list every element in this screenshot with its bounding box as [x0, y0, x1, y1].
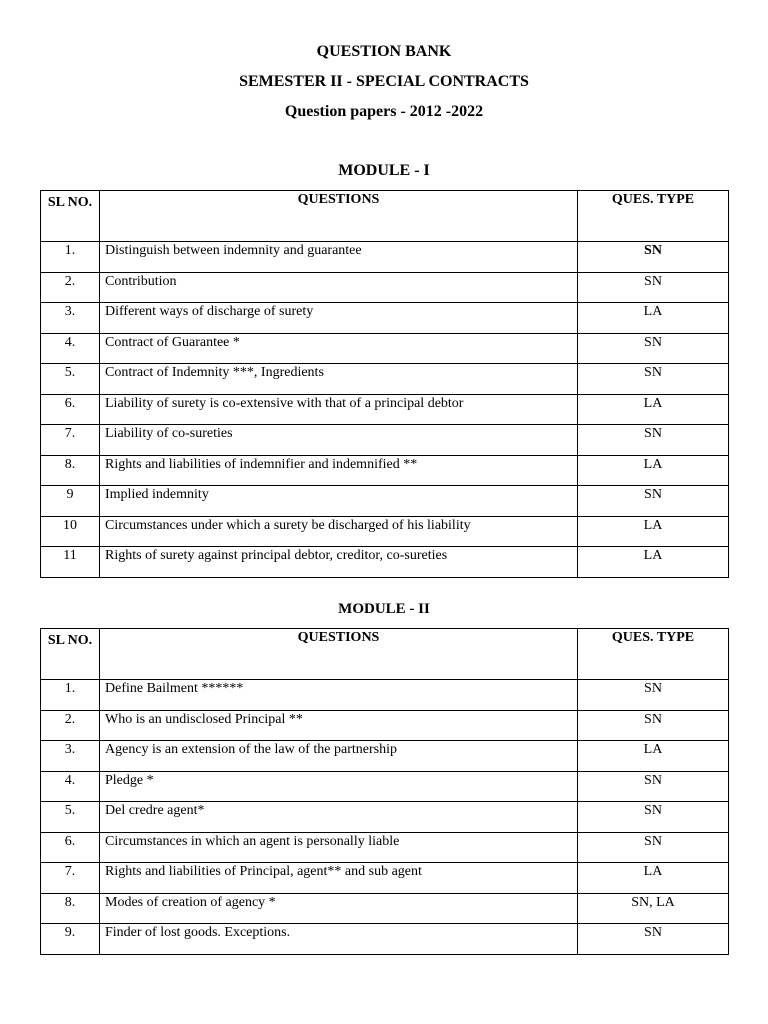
column-header-questions: QUESTIONS — [100, 629, 578, 680]
row-sl-number: 3. — [41, 741, 100, 772]
table-row — [41, 272, 729, 303]
column-header-sl-no: SL NO. — [41, 191, 100, 242]
module-1-table — [40, 190, 729, 578]
table-row — [41, 455, 729, 486]
row-question: Finder of lost goods. Exceptions. — [100, 924, 578, 955]
column-header-questions: QUESTIONS — [100, 191, 578, 242]
column-header-ques-type: QUES. TYPE — [578, 191, 729, 242]
row-question-type: LA — [578, 741, 729, 772]
row-sl-number: 4. — [41, 771, 100, 802]
row-question: Del credre agent* — [100, 802, 578, 833]
module-1-title: MODULE - I — [338, 162, 430, 179]
table-header-row — [41, 629, 729, 680]
row-sl-number: 1. — [41, 680, 100, 711]
row-sl-number: 2. — [41, 710, 100, 741]
column-header-ques-type: QUES. TYPE — [578, 629, 729, 680]
table-row — [41, 802, 729, 833]
row-sl-number: 6. — [41, 394, 100, 425]
row-question: Circumstances in which an agent is personally liable — [100, 832, 578, 863]
row-question-type: LA — [578, 516, 729, 547]
row-question: Rights and liabilities of indemnifier and indemnified ** — [100, 455, 578, 486]
table-row — [41, 333, 729, 364]
module-1-rows — [41, 242, 729, 578]
row-question-type: SN — [578, 771, 729, 802]
table-row — [41, 516, 729, 547]
row-question-type: LA — [578, 547, 729, 578]
row-question: Liability of surety is co-extensive with that of a principal debtor — [100, 394, 578, 425]
row-question: Contract of Guarantee * — [100, 333, 578, 364]
row-question-type: SN — [578, 802, 729, 833]
document-title: QUESTION BANK — [316, 43, 452, 60]
row-sl-number: 7. — [41, 425, 100, 456]
module-2-rows — [41, 680, 729, 955]
row-question-type: SN — [578, 272, 729, 303]
row-question-type: SN — [578, 333, 729, 364]
row-question-type: LA — [578, 394, 729, 425]
row-question-type: SN — [578, 425, 729, 456]
row-sl-number: 1. — [41, 242, 100, 273]
row-sl-number: 9 — [41, 486, 100, 517]
table-row — [41, 486, 729, 517]
table-row — [41, 547, 729, 578]
row-question-type: SN — [578, 924, 729, 955]
row-question-type: SN — [578, 680, 729, 711]
table-row — [41, 242, 729, 273]
row-question-type: SN — [578, 364, 729, 395]
module-2-table — [40, 628, 729, 955]
row-question: Rights and liabilities of Principal, agent** and sub agent — [100, 863, 578, 894]
row-question: Circumstances under which a surety be discharged of his liability — [100, 516, 578, 547]
row-sl-number: 5. — [41, 802, 100, 833]
table-row — [41, 863, 729, 894]
row-question: Define Bailment ****** — [100, 680, 578, 711]
row-question-type: SN — [578, 710, 729, 741]
table-row — [41, 303, 729, 334]
row-sl-number: 6. — [41, 832, 100, 863]
row-sl-number: 7. — [41, 863, 100, 894]
module-2-title: MODULE - II — [338, 601, 430, 617]
table-row — [41, 680, 729, 711]
row-sl-number: 3. — [41, 303, 100, 334]
row-sl-number: 4. — [41, 333, 100, 364]
row-sl-number: 5. — [41, 364, 100, 395]
table-row — [41, 832, 729, 863]
document-period: Question papers - 2012 -2022 — [284, 103, 484, 120]
row-question-type: LA — [578, 863, 729, 894]
table-row — [41, 710, 729, 741]
table-row — [41, 394, 729, 425]
row-sl-number: 8. — [41, 455, 100, 486]
row-question: Rights of surety against principal debtor, creditor, co-sureties — [100, 547, 578, 578]
row-question: Who is an undisclosed Principal ** — [100, 710, 578, 741]
row-sl-number: 11 — [41, 547, 100, 578]
row-question: Pledge * — [100, 771, 578, 802]
row-sl-number: 9. — [41, 924, 100, 955]
row-question-type: LA — [578, 455, 729, 486]
row-sl-number: 10 — [41, 516, 100, 547]
row-question: Liability of co-sureties — [100, 425, 578, 456]
table-header-row — [41, 191, 729, 242]
table-row — [41, 893, 729, 924]
row-question-type: LA — [578, 303, 729, 334]
row-question: Contribution — [100, 272, 578, 303]
column-header-sl-no: SL NO. — [41, 629, 100, 680]
table-row — [41, 771, 729, 802]
row-question: Agency is an extension of the law of the partnership — [100, 741, 578, 772]
table-row — [41, 364, 729, 395]
row-question: Contract of Indemnity ***, Ingredients — [100, 364, 578, 395]
row-sl-number: 2. — [41, 272, 100, 303]
row-question-type: SN — [578, 242, 729, 273]
table-row — [41, 924, 729, 955]
row-question: Distinguish between indemnity and guarantee — [100, 242, 578, 273]
table-row — [41, 741, 729, 772]
row-sl-number: 8. — [41, 893, 100, 924]
row-question: Modes of creation of agency * — [100, 893, 578, 924]
row-question: Implied indemnity — [100, 486, 578, 517]
table-row — [41, 425, 729, 456]
row-question-type: SN — [578, 832, 729, 863]
row-question-type: SN — [578, 486, 729, 517]
row-question-type: SN, LA — [578, 893, 729, 924]
document-subtitle: SEMESTER II - SPECIAL CONTRACTS — [239, 73, 529, 90]
row-question: Different ways of discharge of surety — [100, 303, 578, 334]
